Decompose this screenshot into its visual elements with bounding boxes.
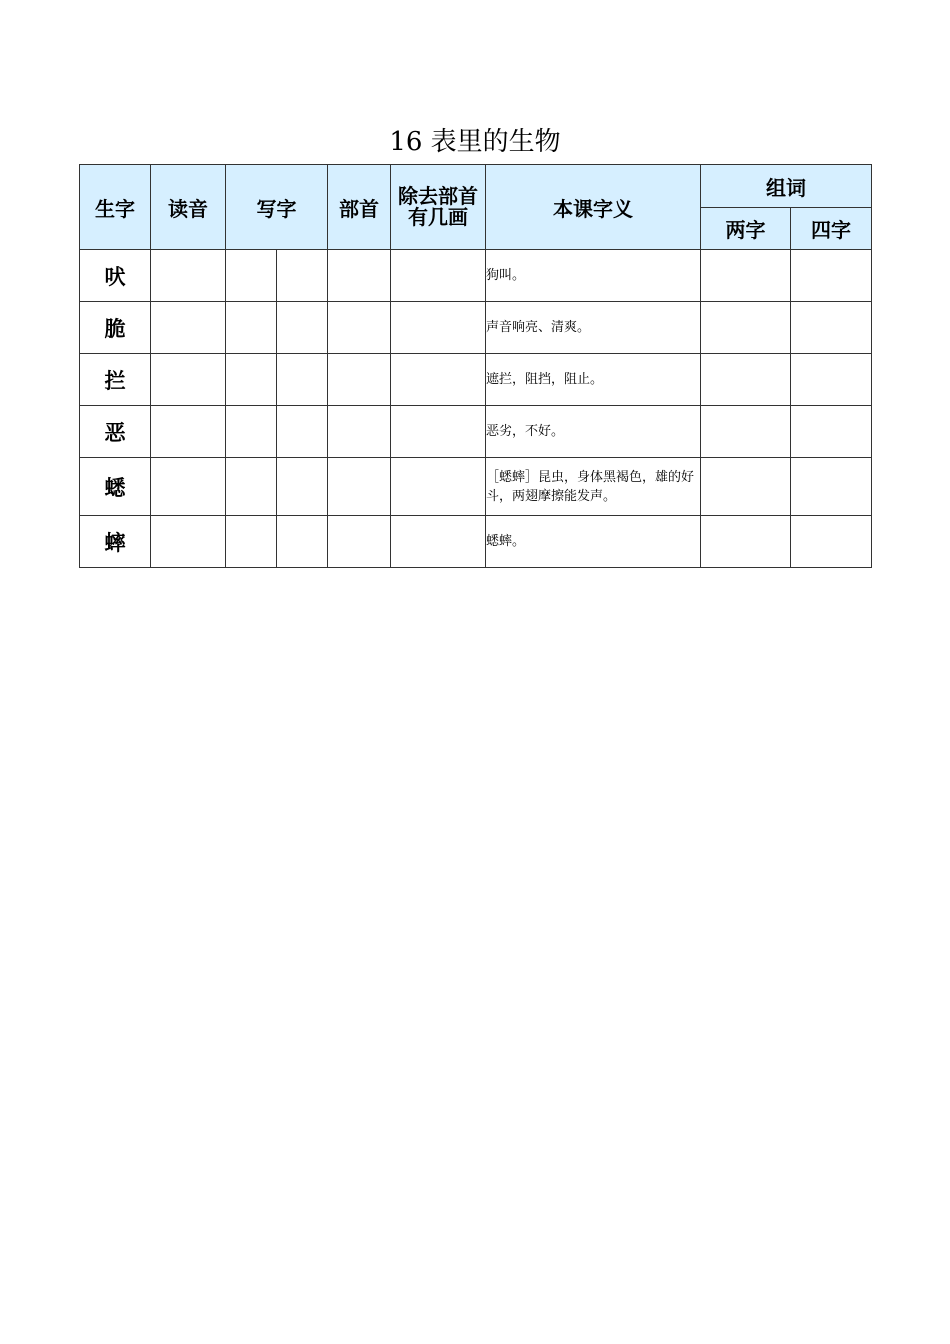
write-cell xyxy=(277,458,328,516)
header-four-char: 四字 xyxy=(791,208,872,250)
pinyin-cell xyxy=(151,250,226,302)
header-strokes-line2: 有几画 xyxy=(408,205,468,229)
table-row xyxy=(80,302,872,354)
header-write: 写字 xyxy=(226,165,328,250)
header-strokes-line1: 除去部首 xyxy=(398,184,478,208)
two-char-cell xyxy=(701,354,791,406)
write-cell xyxy=(277,406,328,458)
table-row xyxy=(80,516,872,568)
vocabulary-table xyxy=(79,164,872,568)
write-cell xyxy=(226,354,277,406)
char-cell: 脆 xyxy=(80,302,151,354)
table-row xyxy=(80,250,872,302)
meaning-cell: ［蟋蟀］昆虫，身体黑褐色，雄的好斗，两翅摩擦能发声。 xyxy=(486,458,701,516)
strokes-cell xyxy=(391,250,486,302)
strokes-cell xyxy=(391,516,486,568)
write-cell xyxy=(277,354,328,406)
table-row xyxy=(80,458,872,516)
strokes-cell xyxy=(391,354,486,406)
write-cell xyxy=(226,302,277,354)
meaning-cell: 声音响亮、清爽。 xyxy=(486,302,701,354)
four-char-cell xyxy=(791,458,872,516)
char-cell: 拦 xyxy=(80,354,151,406)
write-cell xyxy=(226,250,277,302)
two-char-cell xyxy=(701,250,791,302)
four-char-cell xyxy=(791,250,872,302)
table-row xyxy=(80,354,872,406)
write-cell xyxy=(277,516,328,568)
pinyin-cell xyxy=(151,354,226,406)
char-cell: 吠 xyxy=(80,250,151,302)
two-char-cell xyxy=(701,302,791,354)
pinyin-cell xyxy=(151,516,226,568)
meaning-cell: 蟋蟀。 xyxy=(486,516,701,568)
table-row xyxy=(80,406,872,458)
radical-cell xyxy=(328,302,391,354)
meaning-cell: 狗叫。 xyxy=(486,250,701,302)
write-cell xyxy=(226,406,277,458)
pinyin-cell xyxy=(151,302,226,354)
header-pinyin: 读音 xyxy=(151,165,226,250)
strokes-cell xyxy=(391,406,486,458)
write-cell xyxy=(226,458,277,516)
four-char-cell xyxy=(791,516,872,568)
header-words: 组词 xyxy=(701,165,872,208)
radical-cell xyxy=(328,250,391,302)
header-two-char: 两字 xyxy=(701,208,791,250)
page-title: 16 表里的生物 xyxy=(389,127,561,157)
write-cell xyxy=(226,516,277,568)
four-char-cell xyxy=(791,406,872,458)
pinyin-cell xyxy=(151,406,226,458)
two-char-cell xyxy=(701,406,791,458)
header-meaning: 本课字义 xyxy=(486,165,701,250)
char-cell: 蟋 xyxy=(80,458,151,516)
two-char-cell xyxy=(701,516,791,568)
radical-cell xyxy=(328,516,391,568)
meaning-cell: 恶劣，不好。 xyxy=(486,406,701,458)
header-strokes xyxy=(391,165,486,250)
four-char-cell xyxy=(791,354,872,406)
write-cell xyxy=(277,250,328,302)
strokes-cell xyxy=(391,302,486,354)
char-cell: 恶 xyxy=(80,406,151,458)
pinyin-cell xyxy=(151,458,226,516)
header-radical: 部首 xyxy=(328,165,391,250)
strokes-cell xyxy=(391,458,486,516)
two-char-cell xyxy=(701,458,791,516)
radical-cell xyxy=(328,458,391,516)
meaning-cell: 遮拦，阻挡，阻止。 xyxy=(486,354,701,406)
radical-cell xyxy=(328,406,391,458)
radical-cell xyxy=(328,354,391,406)
four-char-cell xyxy=(791,302,872,354)
char-cell: 蟀 xyxy=(80,516,151,568)
write-cell xyxy=(277,302,328,354)
header-char: 生字 xyxy=(80,165,151,250)
